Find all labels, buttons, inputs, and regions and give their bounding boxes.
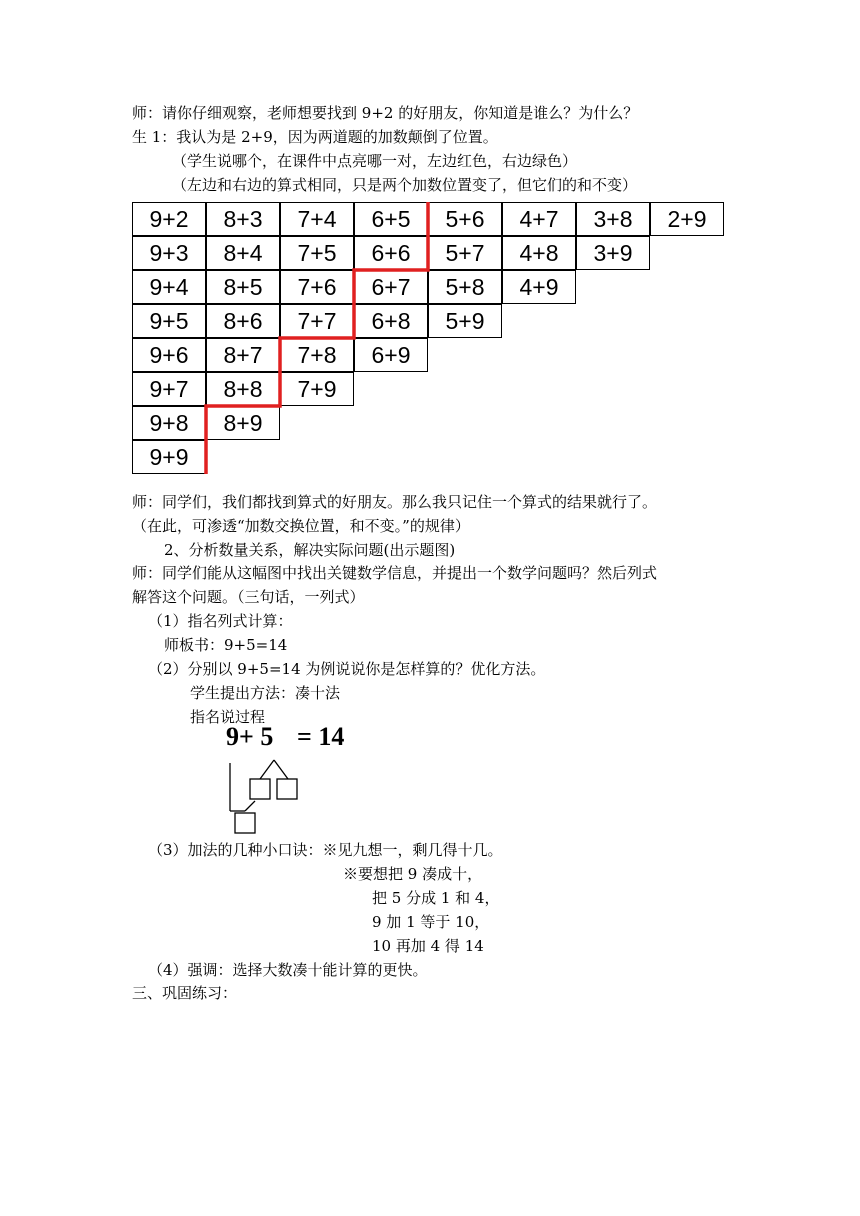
table-cell: 5+6 [428, 202, 502, 236]
table-cell: 8+7 [206, 338, 280, 372]
item-4: （4）强调：选择大数凑十能计算的更快。 [148, 961, 428, 979]
table-cell: 7+9 [280, 372, 354, 406]
rhyme-4: 10 再加 4 得 14 [372, 937, 484, 955]
teacher-prompt: 师：同学们能从这幅图中找出关键数学信息，并提出一个数学问题吗？然后列式 [132, 564, 658, 582]
method: 学生提出方法：凑十法 [190, 684, 341, 702]
split-line-right [274, 760, 288, 779]
table-cell: 5+7 [428, 236, 502, 270]
table-cell: 8+3 [206, 202, 280, 236]
table-cell: 4+7 [502, 202, 576, 236]
table-cell: 6+9 [354, 338, 428, 372]
rhyme-3: 9 加 1 等于 10， [372, 913, 490, 931]
table-cell: 5+8 [428, 270, 502, 304]
table-cell: 4+9 [502, 270, 576, 304]
item-2: （2）分别以 9+5=14 为例说说你是怎样算的？优化方法。 [148, 660, 546, 678]
equation-right: = 14 [297, 722, 345, 751]
table-cell: 9+9 [132, 440, 206, 474]
table-cell: 8+6 [206, 304, 280, 338]
make-ten-diagram [200, 755, 340, 840]
table-cell: 7+8 [280, 338, 354, 372]
split-line-left [260, 760, 274, 779]
rule-note: （在此，可渗透“加数交换位置，和不变。”的规律） [132, 517, 470, 535]
table-cell: 2+9 [650, 202, 724, 236]
table-cell: 8+4 [206, 236, 280, 270]
table-cell: 6+6 [354, 236, 428, 270]
process: 指名说过程 [190, 708, 266, 726]
table-cell: 8+9 [206, 406, 280, 440]
table-cell: 7+5 [280, 236, 354, 270]
table-cell: 9+4 [132, 270, 206, 304]
table-cell: 9+6 [132, 338, 206, 372]
table-cell: 7+7 [280, 304, 354, 338]
table-cell: 7+4 [280, 202, 354, 236]
item-3: （3）加法的几种小口诀：※见九想一，剩几得十几。 [148, 841, 503, 859]
join-line [245, 801, 255, 811]
table-cell: 9+5 [132, 304, 206, 338]
table-cell: 8+5 [206, 270, 280, 304]
section-3-heading: 三、巩固练习： [132, 984, 238, 1002]
red-staircase-line [206, 202, 428, 474]
teacher-summary: 师：同学们，我们都找到算式的好朋友。那么我只记住一个算式的结果就行了。 [132, 493, 658, 511]
table-cell: 3+8 [576, 202, 650, 236]
table-cell: 8+8 [206, 372, 280, 406]
table-cell: 6+8 [354, 304, 428, 338]
section-heading: 2、分析数量关系，解决实际问题(出示题图) [164, 541, 456, 559]
part-box-right [277, 779, 297, 799]
equation-left: 9+ 5 [226, 722, 274, 751]
item-1: （1）指名列式计算： [148, 612, 293, 630]
note-highlight: （学生说哪个，在课件中点亮哪一对，左边红色，右边绿色） [172, 152, 578, 170]
table-cell: 9+3 [132, 236, 206, 270]
note-explanation: （左边和右边的算式相同，只是两个加数位置变了，但它们的和不变） [172, 176, 638, 194]
teacher-prompt-cont: 解答这个问题。（三句话，一列式） [132, 588, 365, 606]
table-cell: 3+9 [576, 236, 650, 270]
addition-table [132, 202, 732, 477]
table-cell: 6+5 [354, 202, 428, 236]
friend-divider-line [132, 202, 732, 477]
table-cell: 9+8 [132, 406, 206, 440]
table-cell: 4+8 [502, 236, 576, 270]
rhyme-2: 把 5 分成 1 和 4， [372, 889, 500, 907]
result-box [235, 813, 255, 833]
table-cell: 5+9 [428, 304, 502, 338]
board-writing: 师板书：9+5=14 [164, 636, 288, 654]
table-cell: 7+6 [280, 270, 354, 304]
table-cell: 9+7 [132, 372, 206, 406]
teacher-question: 师：请你仔细观察，老师想要找到 9+2 的好朋友，你知道是谁么？为什么？ [132, 104, 639, 122]
rhyme-1: ※要想把 9 凑成十， [343, 865, 483, 883]
part-box-left [250, 779, 270, 799]
table-cell: 9+2 [132, 202, 206, 236]
table-cell: 6+7 [354, 270, 428, 304]
student-answer: 生 1：我认为是 2+9，因为两道题的加数颠倒了位置。 [132, 128, 498, 146]
